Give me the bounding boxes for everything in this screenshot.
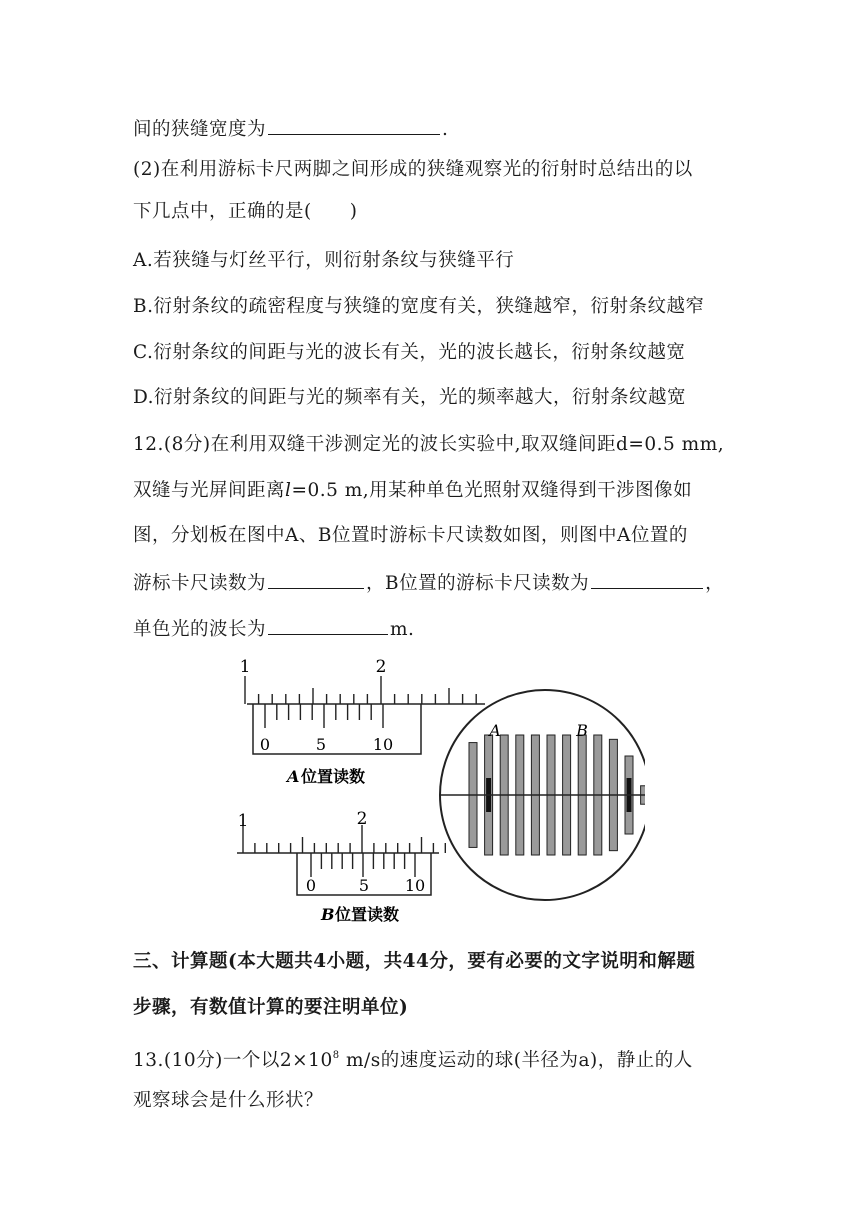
caliper-fringe-figure	[225, 652, 645, 932]
caliper-a-vernier-label-5: 5	[315, 735, 327, 754]
option-d: D.衍射条纹的间距与光的频率有关，光的频率越大，衍射条纹越宽	[133, 387, 687, 408]
option-b: B.衍射条纹的疏密程度与狭缝的宽度有关，狭缝越窄，衍射条纹越窄	[133, 296, 705, 317]
caliper-a-main-label-1: 1	[239, 657, 251, 677]
question-11-2-line1: (2)在利用游标卡尺两脚之间形成的狭缝观察光的衍射时总结出的以	[133, 159, 693, 180]
caliper-a-vernier-label-0: 0	[259, 735, 271, 754]
caliper-b-main-label-2: 2	[356, 809, 368, 829]
answer-blank-slit-width[interactable]	[268, 116, 440, 135]
caliper-b-vernier-label-0: 0	[305, 876, 317, 895]
caliper-b	[237, 809, 445, 924]
caliper-a-main-label-2: 2	[375, 657, 387, 677]
answer-blank-reading-a[interactable]	[268, 570, 364, 589]
answer-blank-wavelength[interactable]	[268, 616, 388, 635]
question-13-line1: 13.(10分)一个以$2\times 10^8$ m/s的速度运动的球(半径为a)，静止的人	[133, 1050, 693, 1071]
caliper-a-caption: 位置读数	[301, 767, 366, 786]
option-a: A.若狭缝与灯丝平行，则衍射条纹与狭缝平行	[133, 250, 515, 271]
caliper-b-caption: 位置读数	[335, 905, 400, 924]
question-12-line3: 图，分划板在图中A、B位置时游标卡尺读数如图，则图中A位置的	[133, 525, 688, 546]
caliper-b-main-label-1: 1	[237, 811, 249, 831]
caliper-a-vernier-ticks	[265, 704, 383, 728]
caliper-a-caption-var: A	[287, 767, 300, 786]
caliper-b-vernier-label-10: 10	[404, 876, 426, 895]
caliper-a-vernier-frame	[253, 704, 421, 754]
caliper-b-caption-var: B	[321, 905, 335, 924]
caliper-a-main-ticks	[245, 676, 476, 704]
fringe-label-b: B	[576, 721, 588, 740]
question-11-2-line2: 下几点中，正确的是( )	[133, 201, 358, 222]
section-3-heading-line1: 三、计算题(本大题共4小题，共44分，要有必要的文字说明和解题	[133, 951, 696, 972]
interference-view	[440, 690, 645, 900]
caliper-a-vernier-label-10: 10	[372, 735, 394, 754]
question-12-line1: 12.(8分)在利用双缝干涉测定光的波长实验中,取双缝间距d=0.5 mm,	[133, 434, 725, 455]
question-12-line5: 单色光的波长为 m.	[133, 616, 414, 642]
question-12-line2: 双缝与光屏间距离l=0.5 m,用某种单色光照射双缝得到干涉图像如	[133, 480, 693, 501]
question-11-1-tail: 间的狭缝宽度为 .	[133, 116, 448, 142]
fringe-label-a: A	[489, 721, 501, 740]
question-12-line4: 游标卡尺读数为 ，B位置的游标卡尺读数为 ，	[133, 570, 724, 596]
answer-blank-reading-b[interactable]	[591, 570, 703, 589]
caliper-b-vernier-label-5: 5	[358, 876, 370, 895]
option-c: C.衍射条纹的间距与光的波长有关，光的波长越长，衍射条纹越宽	[133, 342, 686, 363]
question-13-line2: 观察球会是什么形状？	[133, 1090, 324, 1111]
caliper-b-main-ticks	[243, 825, 445, 853]
caliper-b-vernier-ticks	[311, 853, 415, 877]
section-3-heading-line2: 步骤，有数值计算的要注明单位)	[133, 997, 409, 1018]
